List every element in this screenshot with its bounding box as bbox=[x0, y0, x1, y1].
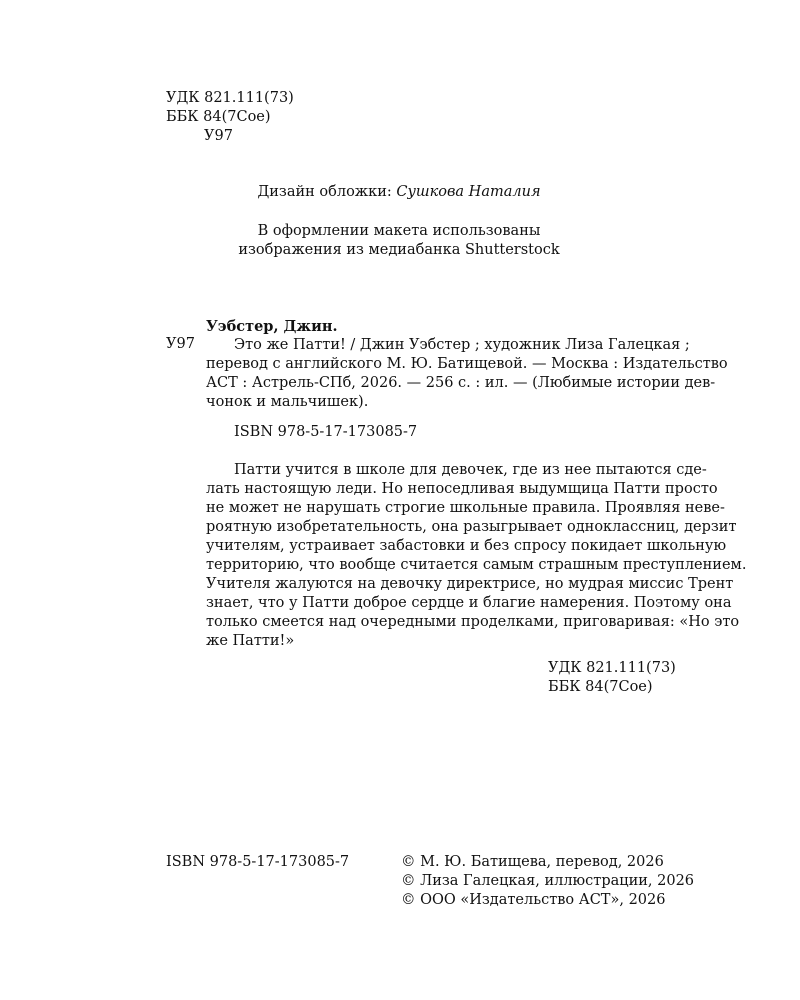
annotation-line: Патти учится в школе для девочек, где из нее пытаются сде- bbox=[234, 462, 707, 478]
bbk-code-right: ББК 84(7Сое) bbox=[548, 679, 653, 695]
catalog-line: перевод с английского М. Ю. Батищевой. — Москва : Издательство bbox=[206, 356, 728, 372]
catalog-isbn: ISBN 978-5-17-173085-7 bbox=[234, 424, 418, 440]
annotation-line: только смеется над очередными проделками, приговаривая: «Но это bbox=[206, 614, 740, 630]
catalog-author-mark: У97 bbox=[166, 336, 195, 352]
annotation-line: знает, что у Патти доброе сердце и благие намерения. Поэтому она bbox=[206, 595, 732, 611]
annotation-line: не может не нарушать строгие школьные правила. Проявляя неве- bbox=[206, 500, 725, 516]
layout-note-line-2: изображения из медиабанка Shutterstock bbox=[238, 242, 560, 258]
cover-design-credit bbox=[166, 183, 632, 202]
udk-code: УДК 821.111(73) bbox=[166, 90, 294, 106]
catalog-author: Уэбстер, Джин. bbox=[206, 318, 338, 335]
catalog-line: АСТ : Астрель-СПб, 2026. — 256 с. : ил. — (Любимые истории дев- bbox=[206, 375, 716, 391]
udk-code-right: УДК 821.111(73) bbox=[548, 660, 676, 676]
annotation-line: учителям, устраивает забастовки и без спросу покидает школьную bbox=[206, 538, 727, 554]
copyright-line: © М. Ю. Батищева, перевод, 2026 bbox=[401, 854, 664, 870]
copyright-line: © ООО «Издательство АСТ», 2026 bbox=[401, 892, 666, 908]
catalog-line: чонок и мальчишек). bbox=[206, 394, 369, 410]
author-mark: У97 bbox=[204, 128, 233, 144]
layout-note-line-1: В оформлении макета использованы bbox=[257, 223, 541, 239]
annotation-line: лать настоящую леди. Но непоседливая выдумщица Патти просто bbox=[206, 481, 718, 497]
annotation-line: же Патти!» bbox=[206, 633, 295, 649]
annotation-line: территорию, что вообще считается самым страшным преступлением. bbox=[206, 557, 747, 573]
catalog-line: Это же Патти! / Джин Уэбстер ; художник Лиза Галецкая ; bbox=[234, 337, 690, 353]
footer-isbn: ISBN 978-5-17-173085-7 bbox=[166, 854, 350, 870]
cover-design-label: Дизайн обложки: bbox=[257, 184, 392, 200]
catalog-description bbox=[206, 336, 728, 412]
annotation bbox=[206, 461, 747, 651]
copyright-line: © Лиза Галецкая, иллюстрации, 2026 bbox=[401, 873, 695, 889]
bbk-code: ББК 84(7Сое) bbox=[166, 109, 271, 125]
cover-designer-name: Сушкова Наталия bbox=[396, 184, 541, 200]
annotation-line: роятную изобретательность, она разыгрывает одноклассниц, дерзит bbox=[206, 519, 737, 535]
annotation-line: Учителя жалуются на девочку директрисе, но мудрая миссис Трент bbox=[206, 576, 734, 592]
